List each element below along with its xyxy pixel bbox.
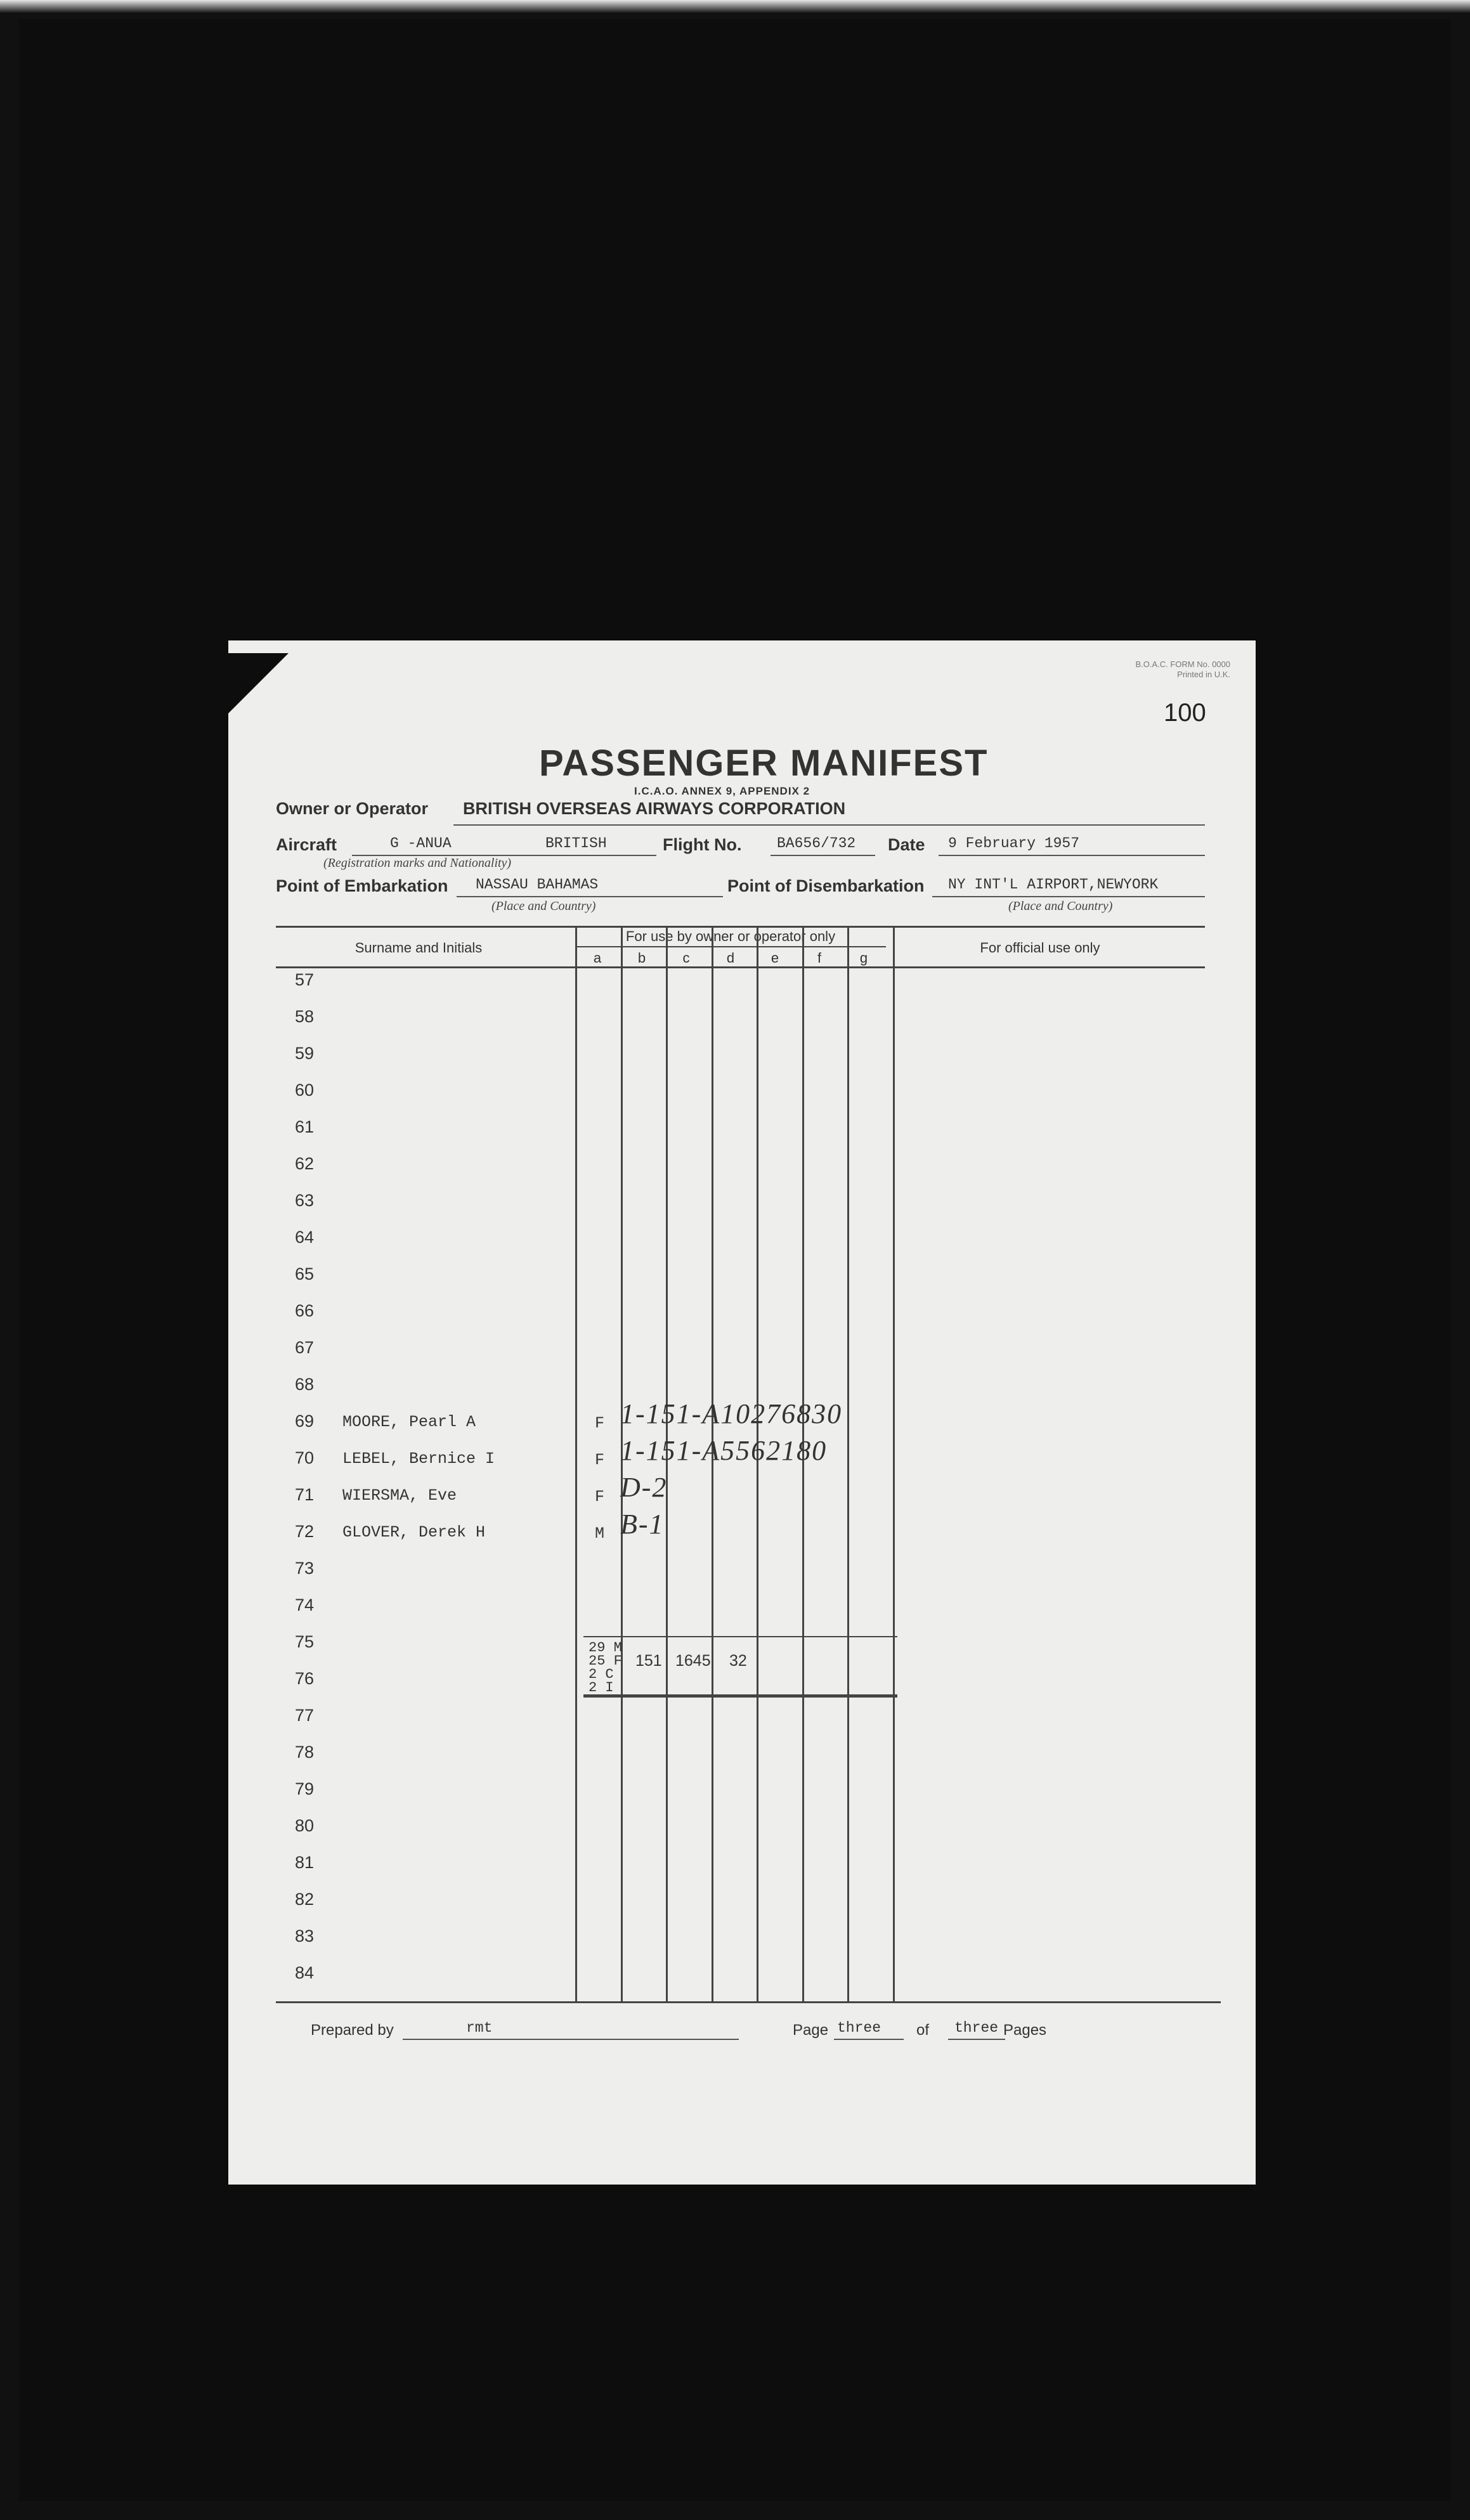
printed-in-text: Printed in U.K. [1177, 670, 1230, 679]
row-number: 82 [295, 1890, 315, 1909]
handwritten-entry: 1-151-A5562180 [620, 1435, 828, 1466]
disembarkation-value: NY INT'L AIRPORT,NEWYORK [948, 876, 1159, 893]
flight-number: BA656/732 [777, 835, 856, 852]
row-number: 70 [295, 1448, 315, 1467]
column-letter-c: c [682, 950, 690, 966]
page-title: PASSENGER MANIFEST [539, 743, 989, 784]
column-letter-b: b [637, 950, 646, 966]
torn-corner [219, 653, 289, 723]
flight-underline [771, 855, 875, 856]
row-number: 73 [295, 1559, 315, 1578]
row-number: 81 [295, 1853, 315, 1872]
row-number: 76 [295, 1669, 315, 1688]
row-number: 83 [295, 1926, 315, 1945]
column-letter-f: f [817, 950, 822, 966]
owner-underline [453, 824, 1205, 826]
totals-by-sex [589, 1641, 627, 1694]
total-male: 29 M [589, 1640, 622, 1656]
passenger-name: MOORE, Pearl A [342, 1413, 476, 1431]
form-code-text: B.O.A.C. FORM No. 0000 [1135, 659, 1230, 669]
column-letter-g: g [859, 950, 868, 966]
row-number: 78 [295, 1743, 315, 1762]
row-number: 62 [295, 1154, 315, 1173]
table-bottom-rule [276, 2001, 1221, 2003]
disembarkation-underline [932, 896, 1205, 897]
row-number: 65 [295, 1264, 315, 1283]
disembarkation-note: (Place and Country) [1008, 899, 1113, 913]
of-label: of [916, 2022, 930, 2039]
aircraft-note: (Registration marks and Nationality) [323, 856, 512, 870]
of-value: three [954, 2020, 999, 2036]
total-infants: 2 I [589, 1680, 614, 1696]
handwritten-entry: D-2 [620, 1472, 668, 1503]
row-number: 80 [295, 1816, 315, 1835]
aircraft-label: Aircraft [276, 835, 337, 854]
totals-top-rule [583, 1636, 897, 1637]
row-number: 57 [295, 970, 315, 989]
date-label: Date [888, 835, 925, 854]
row-number: 58 [295, 1007, 315, 1026]
column-line [893, 927, 895, 2001]
prepared-underline [403, 2039, 739, 2040]
prepared-label: Prepared by [311, 2022, 394, 2039]
passenger-name: WIERSMA, Eve [342, 1486, 457, 1505]
page-subtitle: I.C.A.O. ANNEX 9, APPENDIX 2 [634, 785, 810, 797]
column-letter-e: e [771, 950, 779, 966]
row-number: 68 [295, 1375, 315, 1394]
column-letter-a: a [593, 950, 602, 966]
row-number: 71 [295, 1485, 315, 1504]
column-line [847, 927, 849, 2001]
totals-bottom-rule [583, 1694, 897, 1698]
page-underline [834, 2039, 904, 2040]
handwritten-entry: 1-151-A10276830 [620, 1398, 843, 1429]
table-top-rule [276, 926, 1205, 928]
official-header: For official use only [980, 940, 1100, 956]
total-d: 32 [729, 1652, 747, 1670]
passenger-sex: F [595, 1451, 605, 1469]
of-underline [948, 2039, 1005, 2040]
owner-value: BRITISH OVERSEAS AIRWAYS CORPORATION [463, 799, 846, 818]
total-b: 151 [635, 1652, 662, 1670]
page-number: 100 [1164, 699, 1206, 727]
row-number: 79 [295, 1779, 315, 1798]
pages-label: Pages [1003, 2022, 1047, 2039]
embarkation-note: (Place and Country) [491, 899, 596, 913]
prepared-value: rmt [466, 2020, 493, 2036]
aircraft-registration: G -ANUA [390, 835, 452, 852]
row-number: 60 [295, 1081, 315, 1100]
row-number: 59 [295, 1044, 315, 1063]
passenger-sex: M [595, 1524, 605, 1543]
passenger-sex: F [595, 1488, 605, 1506]
passenger-sex: F [595, 1414, 605, 1432]
aircraft-nationality: BRITISH [545, 835, 607, 852]
row-number: 66 [295, 1301, 315, 1320]
page-value: three [837, 2020, 881, 2036]
date-underline [939, 855, 1205, 856]
row-number: 72 [295, 1522, 315, 1541]
manifest-sheet [228, 640, 1256, 2185]
flight-label: Flight No. [663, 835, 742, 854]
scan-top-edge [0, 0, 1470, 13]
row-number: 74 [295, 1595, 315, 1614]
total-female: 25 F [589, 1653, 622, 1669]
row-number: 77 [295, 1706, 315, 1725]
column-letter-d: d [726, 950, 735, 966]
row-number: 61 [295, 1117, 315, 1136]
row-number: 63 [295, 1191, 315, 1210]
row-number: 84 [295, 1963, 315, 1982]
page-label: Page [793, 2022, 829, 2039]
passenger-name: GLOVER, Derek H [342, 1523, 486, 1542]
disembarkation-label: Point of Disembarkation [727, 876, 925, 895]
column-line [575, 927, 577, 2001]
row-number: 75 [295, 1632, 315, 1651]
row-number: 67 [295, 1338, 315, 1357]
embarkation-value: NASSAU BAHAMAS [476, 876, 599, 893]
handwritten-entry: B-1 [620, 1509, 665, 1540]
header-bottom-rule [276, 966, 1205, 968]
total-children: 2 C [589, 1666, 614, 1682]
owner-label: Owner or Operator [276, 799, 429, 818]
passenger-name: LEBEL, Bernice I [342, 1450, 495, 1468]
form-code [1053, 659, 1230, 680]
date-value: 9 February 1957 [948, 835, 1080, 852]
total-c: 1645 [675, 1652, 711, 1670]
embarkation-underline [457, 896, 723, 897]
owner-use-header: For use by owner or operator only [625, 928, 836, 944]
embarkation-label: Point of Embarkation [276, 876, 448, 895]
row-number: 64 [295, 1228, 315, 1247]
row-number: 69 [295, 1412, 315, 1431]
surname-header: Surname and Initials [354, 940, 483, 956]
